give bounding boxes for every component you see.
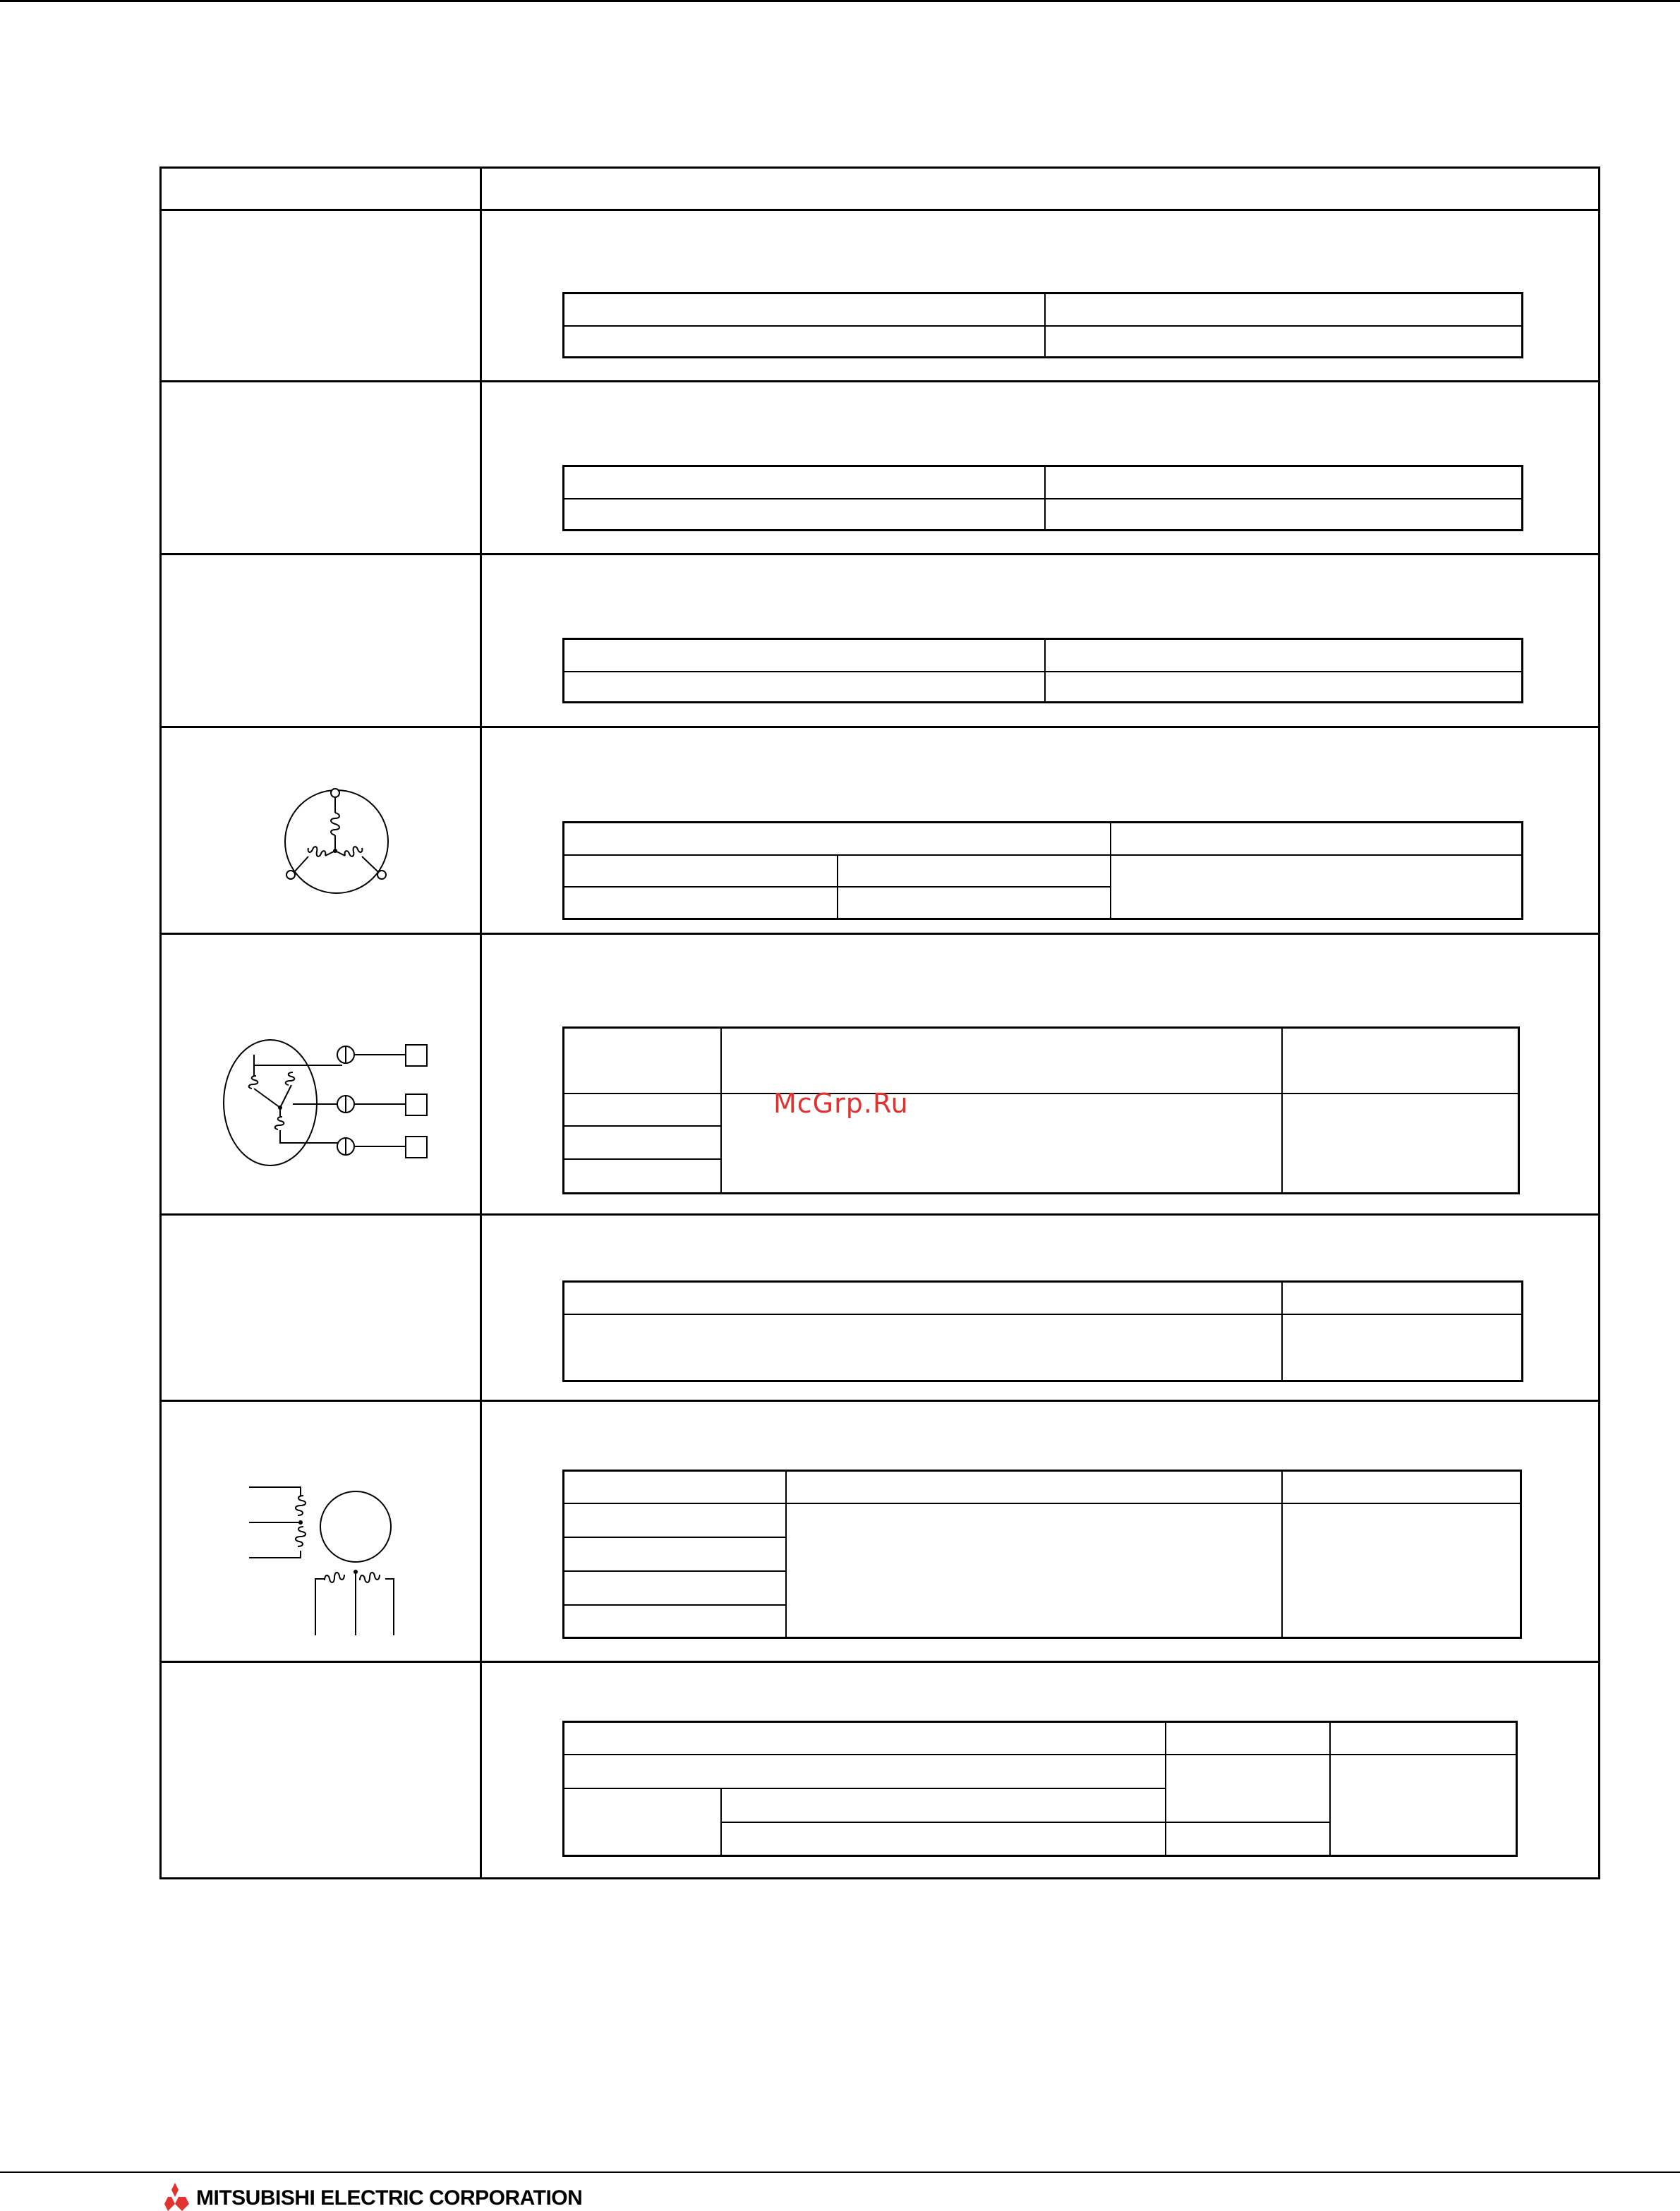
- footer-company-name: MITSUBISHI ELECTRIC CORPORATION: [196, 2186, 583, 2210]
- row7-subtable: [562, 1470, 1522, 1639]
- row-rule: [162, 380, 1598, 382]
- row8-subtable: [562, 1721, 1518, 1857]
- row2-subtable: [562, 465, 1523, 531]
- row-rule: [162, 1400, 1598, 1402]
- row6-subtable: [562, 1280, 1523, 1382]
- row-rule: [162, 726, 1598, 728]
- row-rule: [162, 1661, 1598, 1663]
- row-rule: [162, 1213, 1598, 1216]
- column-divider: [480, 169, 482, 1877]
- row-rule: [162, 933, 1598, 935]
- three-diamond-logo-icon: [157, 2183, 193, 2211]
- row-rule: [162, 553, 1598, 555]
- bottom-rule: [0, 2171, 1680, 2173]
- watermark-text: McGrp.Ru: [773, 1088, 909, 1119]
- top-rule: [0, 0, 1680, 2]
- star-winding-terminals-icon: [222, 1034, 434, 1175]
- row5-subtable: [562, 1026, 1520, 1194]
- row4-subtable: [562, 821, 1523, 920]
- header-rule: [162, 209, 1598, 211]
- row3-subtable: [562, 638, 1523, 703]
- motor-field-windings-icon: [247, 1480, 402, 1639]
- row1-subtable: [562, 292, 1523, 358]
- three-phase-star-winding-icon: [279, 783, 399, 896]
